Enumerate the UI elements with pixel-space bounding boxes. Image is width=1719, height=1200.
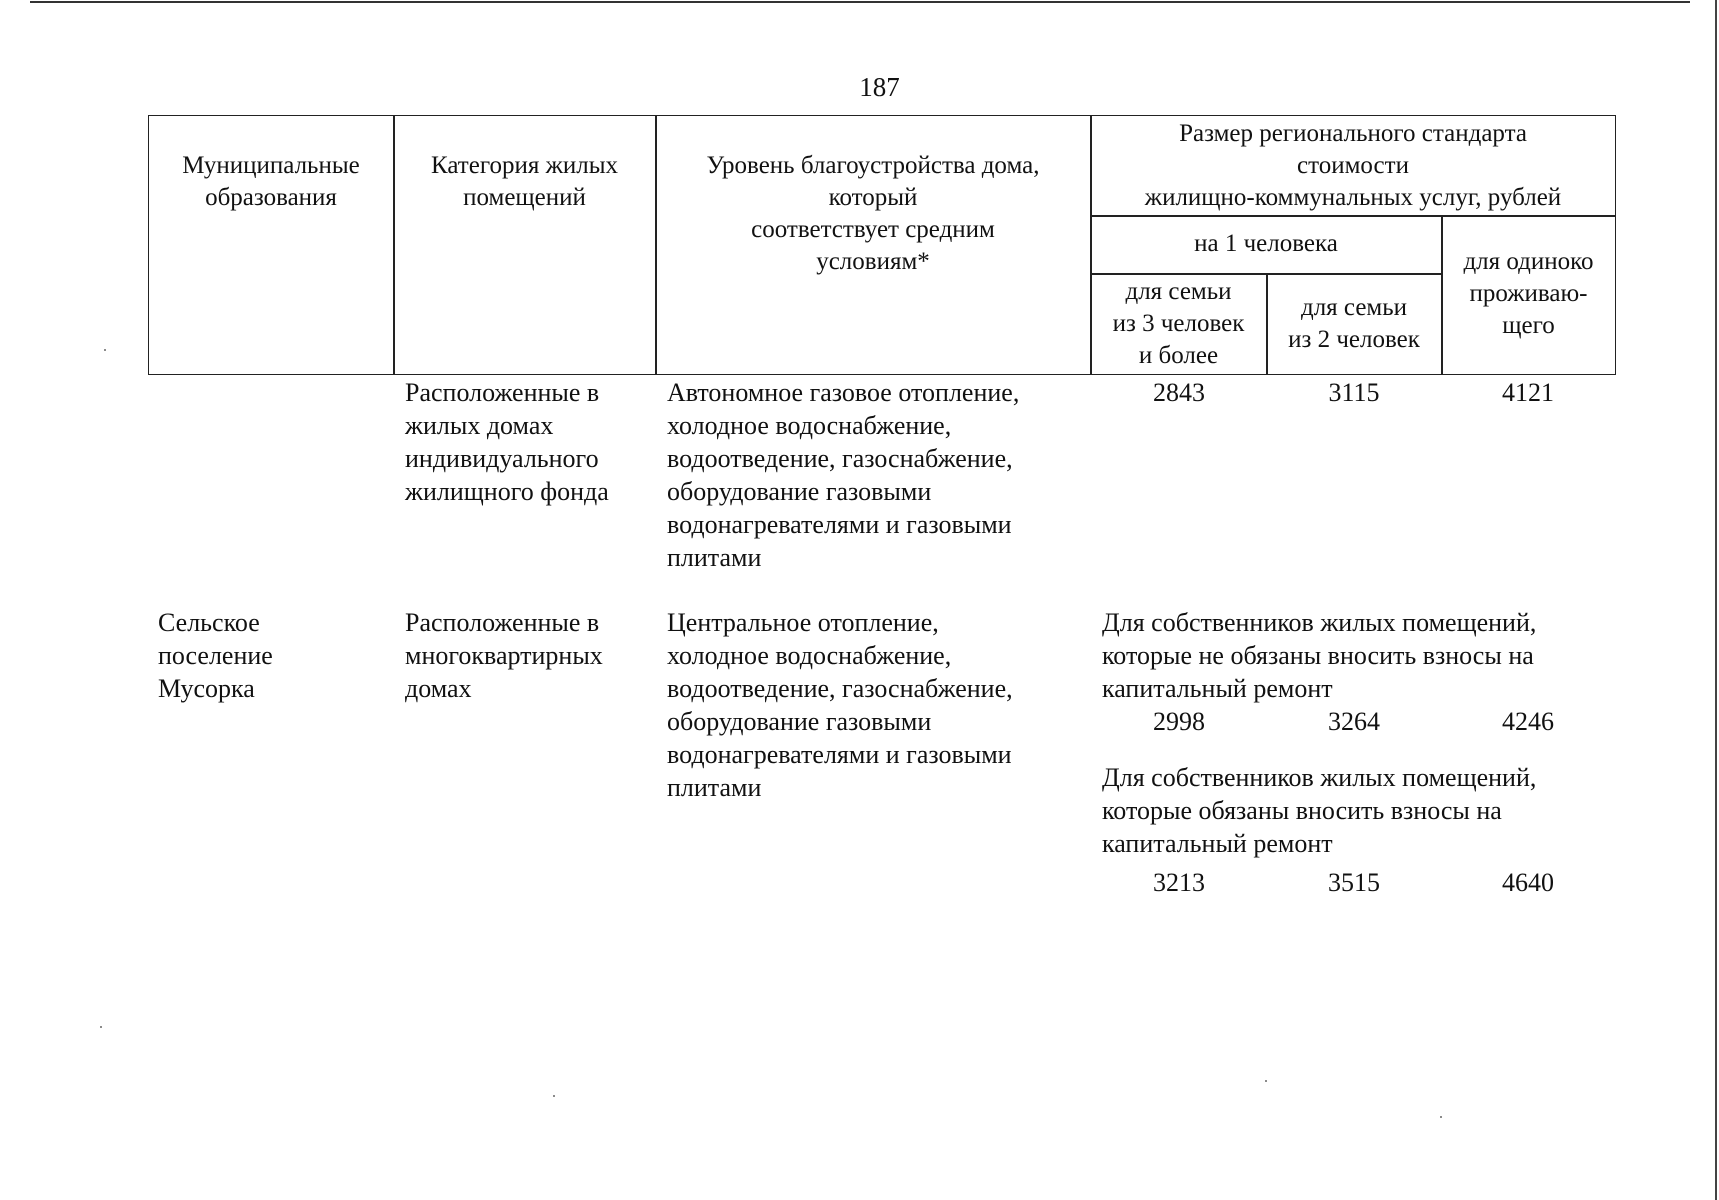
header-category: Категория жилых помещений — [431, 152, 618, 211]
row1-value-family3: 2843 — [1153, 378, 1205, 407]
row1-value-single: 4121 — [1502, 378, 1554, 407]
row1-level: Автономное газовое отопление, холодное водоснабжение, водоотведение, газоснабжение, оборудование газовыми водонагревателями и газовыми плитами — [667, 378, 1020, 572]
row2-group1-value-family2: 3264 — [1328, 707, 1380, 736]
scan-speck — [1440, 1116, 1442, 1118]
header-level: Уровень благоустройства дома, который соответствует средним условиям* — [706, 152, 1040, 275]
header-single: для одиноко проживаю- щего — [1463, 248, 1594, 339]
row1-value-family2: 3115 — [1328, 378, 1380, 407]
row2-level: Центральное отопление, холодное водоснабжение, водоотведение, газоснабжение, оборудование газовыми водонагревателями и газовыми плитами — [667, 608, 1013, 802]
row2-note-with-capital-repair: Для собственников жилых помещений, которые обязаны вносить взносы на капитальный ремонт — [1102, 763, 1537, 858]
scan-speck — [553, 1095, 555, 1097]
page-number: 187 — [859, 72, 900, 102]
scan-edge-top — [30, 1, 1690, 3]
table-header — [148, 115, 1616, 375]
scan-speck — [100, 1026, 102, 1028]
header-family-3: для семьи из 3 человек и более — [1112, 278, 1245, 369]
row2-group1-value-single: 4246 — [1502, 707, 1554, 736]
scan-speck — [1265, 1080, 1267, 1082]
scan-edge-right — [1715, 0, 1717, 1200]
row2-group2-value-single: 4640 — [1502, 868, 1554, 897]
header-municipal: Муниципальные образования — [182, 152, 360, 211]
header-family-2: для семьи из 2 человек — [1288, 294, 1420, 353]
row2-category: Расположенные в многоквартирных домах — [405, 608, 603, 703]
row1-category: Расположенные в жилых домах индивидуального жилищного фонда — [405, 378, 609, 506]
row2-note-no-capital-repair: Для собственников жилых помещений, которые не обязаны вносить взносы на капитальный ремонт — [1102, 608, 1537, 703]
row2-group2-value-family2: 3515 — [1328, 868, 1380, 897]
header-divider — [1090, 215, 1615, 217]
scan-speck — [104, 349, 106, 351]
row2-group1-value-family3: 2998 — [1153, 707, 1205, 736]
row2-municipal: Сельское поселение Мусорка — [158, 608, 273, 703]
header-standard-size: Размер регионального стандарта стоимости жилищно-коммунальных услуг, рублей — [1144, 120, 1562, 211]
header-divider — [1090, 273, 1441, 275]
header-per-person: на 1 человека — [1194, 230, 1338, 257]
row2-group2-value-family3: 3213 — [1153, 868, 1205, 897]
